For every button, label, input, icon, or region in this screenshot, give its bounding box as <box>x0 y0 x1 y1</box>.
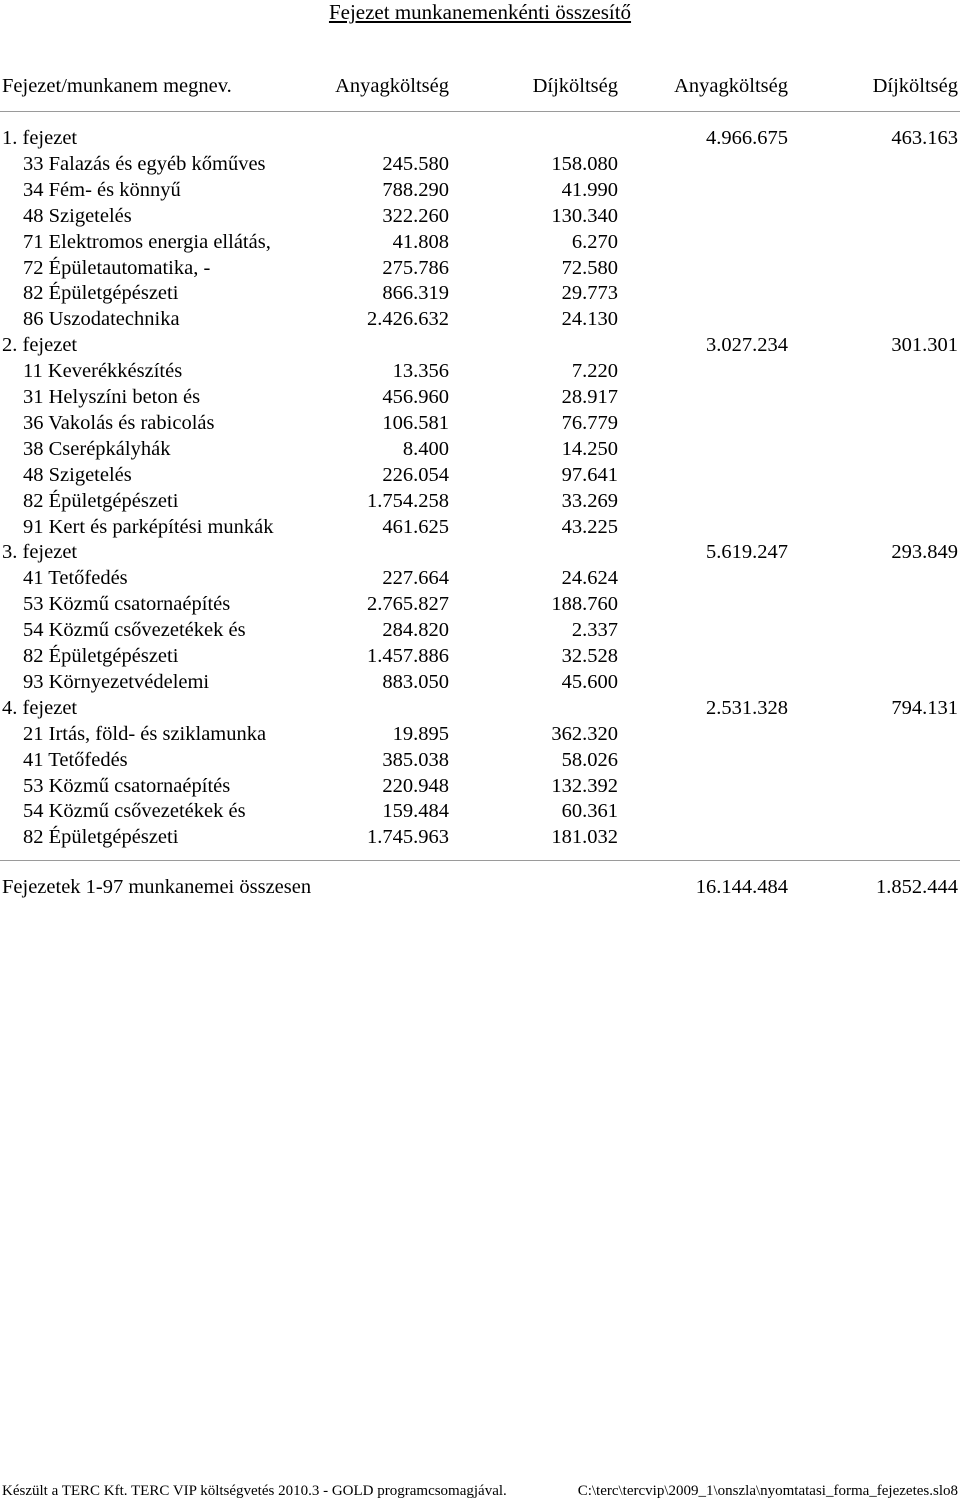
table-row <box>0 773 960 799</box>
table-header <box>0 73 960 99</box>
item-anyagkoltseg: 275.786 <box>382 256 449 279</box>
table-row <box>0 824 960 850</box>
table-row <box>0 177 960 203</box>
table-row <box>0 747 960 773</box>
item-name: 54 Közmű csővezetékek és <box>23 619 246 642</box>
item-dijkoltseg: 33.269 <box>561 489 618 512</box>
table-row <box>0 203 960 229</box>
header-divider <box>0 111 960 112</box>
item-anyagkoltseg: 1.457.886 <box>367 645 449 667</box>
item-dijkoltseg: 7.220 <box>571 360 618 383</box>
item-anyagkoltseg: 227.664 <box>382 567 449 590</box>
header-dijkoltseg-2: Díjköltség <box>872 75 958 97</box>
chapter-row <box>0 539 960 565</box>
table-row <box>0 488 960 514</box>
chapter-row <box>0 332 960 358</box>
chapter-dijkoltseg: 794.131 <box>891 696 958 719</box>
item-anyagkoltseg: 159.484 <box>382 800 449 823</box>
page-footer <box>0 1482 960 1500</box>
footer-credit: Készült a TERC Kft. TERC VIP költségvetés 2010.3 - GOLD programcsomagjával. <box>2 1483 507 1499</box>
item-dijkoltseg: 181.032 <box>551 826 618 849</box>
item-anyagkoltseg: 883.050 <box>382 670 449 693</box>
item-name: 82 Épületgépészeti <box>23 826 179 849</box>
total-label: Fejezetek 1-97 munkanemei összesen <box>2 876 312 898</box>
table-row <box>0 462 960 488</box>
item-dijkoltseg: 158.080 <box>551 152 618 175</box>
item-name: 38 Cserépkályhák <box>23 437 171 460</box>
item-name: 82 Épületgépészeti <box>23 282 179 305</box>
table-row <box>0 229 960 255</box>
item-anyagkoltseg: 385.038 <box>382 748 449 771</box>
chapter-dijkoltseg: 463.163 <box>891 127 958 149</box>
item-name: 72 Épületautomatika, - <box>23 256 211 279</box>
item-anyagkoltseg: 1.745.963 <box>367 826 449 849</box>
item-name: 36 Vakolás és rabicolás <box>23 411 215 434</box>
item-dijkoltseg: 76.779 <box>561 411 618 434</box>
item-anyagkoltseg: 13.356 <box>392 360 449 383</box>
item-anyagkoltseg: 322.260 <box>382 204 449 227</box>
item-name: 48 Szigetelés <box>23 204 132 227</box>
total-dijkoltseg: 1.852.444 <box>876 876 958 898</box>
table-row <box>0 151 960 177</box>
page-title: Fejezet munkanemenkénti összesítő <box>328 0 632 24</box>
item-anyagkoltseg: 8.400 <box>402 437 449 460</box>
table-row <box>0 384 960 410</box>
item-anyagkoltseg: 461.625 <box>382 515 449 538</box>
item-anyagkoltseg: 245.580 <box>382 152 449 175</box>
item-name: 53 Közmű csatornaépítés <box>23 593 231 616</box>
item-anyagkoltseg: 226.054 <box>382 463 449 486</box>
item-anyagkoltseg: 19.895 <box>392 722 449 745</box>
item-dijkoltseg: 132.392 <box>551 774 618 797</box>
item-dijkoltseg: 14.250 <box>561 437 618 460</box>
table-row <box>0 798 960 824</box>
header-name: Fejezet/munkanem megnev. <box>2 75 232 97</box>
chapter-anyagkoltseg: 4.966.675 <box>706 127 788 149</box>
item-dijkoltseg: 43.225 <box>561 515 618 538</box>
table-row <box>0 669 960 695</box>
total-row <box>0 874 960 900</box>
item-dijkoltseg: 130.340 <box>551 204 618 227</box>
item-anyagkoltseg: 866.319 <box>382 282 449 305</box>
table-row <box>0 358 960 384</box>
item-name: 91 Kert és parképítési munkák <box>23 515 274 538</box>
item-dijkoltseg: 32.528 <box>561 645 618 667</box>
table-row <box>0 617 960 643</box>
header-dijkoltseg-1: Díjköltség <box>532 75 618 97</box>
item-dijkoltseg: 188.760 <box>551 593 618 616</box>
item-anyagkoltseg: 41.808 <box>392 230 449 253</box>
header-anyagkoltseg-2: Anyagköltség <box>674 75 788 97</box>
header-anyagkoltseg-1: Anyagköltség <box>335 75 449 97</box>
item-dijkoltseg: 362.320 <box>551 722 618 745</box>
chapter-anyagkoltseg: 2.531.328 <box>706 696 788 719</box>
item-dijkoltseg: 29.773 <box>561 282 618 305</box>
chapter-anyagkoltseg: 5.619.247 <box>706 541 788 564</box>
total-anyagkoltseg: 16.144.484 <box>695 876 788 898</box>
item-anyagkoltseg: 2.765.827 <box>367 593 449 616</box>
table-row <box>0 255 960 281</box>
item-name: 34 Fém- és könnyű <box>23 178 181 201</box>
item-dijkoltseg: 28.917 <box>561 386 618 408</box>
item-name: 31 Helyszíni beton és <box>23 386 201 408</box>
item-name: 71 Elektromos energia ellátás, <box>23 230 271 253</box>
item-anyagkoltseg: 106.581 <box>382 411 449 434</box>
item-anyagkoltseg: 2.426.632 <box>367 308 449 331</box>
chapter-anyagkoltseg: 3.027.234 <box>706 334 788 357</box>
item-name: 41 Tetőfedés <box>23 748 128 771</box>
item-name: 53 Közmű csatornaépítés <box>23 774 231 797</box>
footer-file-path: C:\terc\tercvip\2009_1\onszla\nyomtatasi_forma_fejezetes.slo8 <box>577 1483 958 1499</box>
item-dijkoltseg: 24.130 <box>561 308 618 331</box>
table-row <box>0 514 960 540</box>
item-name: 41 Tetőfedés <box>23 567 128 590</box>
item-anyagkoltseg: 1.754.258 <box>367 489 449 512</box>
item-name: 11 Keverékkészítés <box>23 360 183 383</box>
item-name: 54 Közmű csővezetékek és <box>23 800 246 823</box>
total-divider <box>0 860 960 861</box>
item-name: 82 Épületgépészeti <box>23 645 179 667</box>
table-row <box>0 643 960 669</box>
item-name: 33 Falazás és egyéb kőműves <box>23 152 266 175</box>
item-name: 48 Szigetelés <box>23 463 132 486</box>
item-dijkoltseg: 6.270 <box>571 230 618 253</box>
item-anyagkoltseg: 220.948 <box>382 774 449 797</box>
item-anyagkoltseg: 788.290 <box>382 178 449 201</box>
item-anyagkoltseg: 456.960 <box>382 386 449 408</box>
item-name: 93 Környezetvédelemi <box>23 670 210 693</box>
item-name: 82 Épületgépészeti <box>23 489 179 512</box>
item-dijkoltseg: 58.026 <box>561 748 618 771</box>
item-dijkoltseg: 2.337 <box>571 619 618 642</box>
chapter-row <box>0 695 960 721</box>
table-row <box>0 410 960 436</box>
item-dijkoltseg: 72.580 <box>561 256 618 279</box>
item-dijkoltseg: 97.641 <box>561 463 618 486</box>
table-row <box>0 306 960 332</box>
item-dijkoltseg: 24.624 <box>561 567 618 590</box>
item-dijkoltseg: 60.361 <box>561 800 618 823</box>
item-dijkoltseg: 45.600 <box>561 670 618 693</box>
chapter-name: 1. fejezet <box>2 127 78 149</box>
table-row <box>0 591 960 617</box>
table-row <box>0 436 960 462</box>
item-name: 86 Uszodatechnika <box>23 308 180 331</box>
chapter-dijkoltseg: 301.301 <box>891 334 958 357</box>
table-row <box>0 721 960 747</box>
chapter-row <box>0 125 960 151</box>
chapter-name: 4. fejezet <box>2 696 78 719</box>
item-dijkoltseg: 41.990 <box>561 178 618 201</box>
chapter-dijkoltseg: 293.849 <box>891 541 958 564</box>
chapter-name: 3. fejezet <box>2 541 78 564</box>
item-anyagkoltseg: 284.820 <box>382 619 449 642</box>
table-row <box>0 280 960 306</box>
chapter-name: 2. fejezet <box>2 334 78 357</box>
table-row <box>0 565 960 591</box>
item-name: 21 Irtás, föld- és sziklamunka <box>23 722 267 745</box>
